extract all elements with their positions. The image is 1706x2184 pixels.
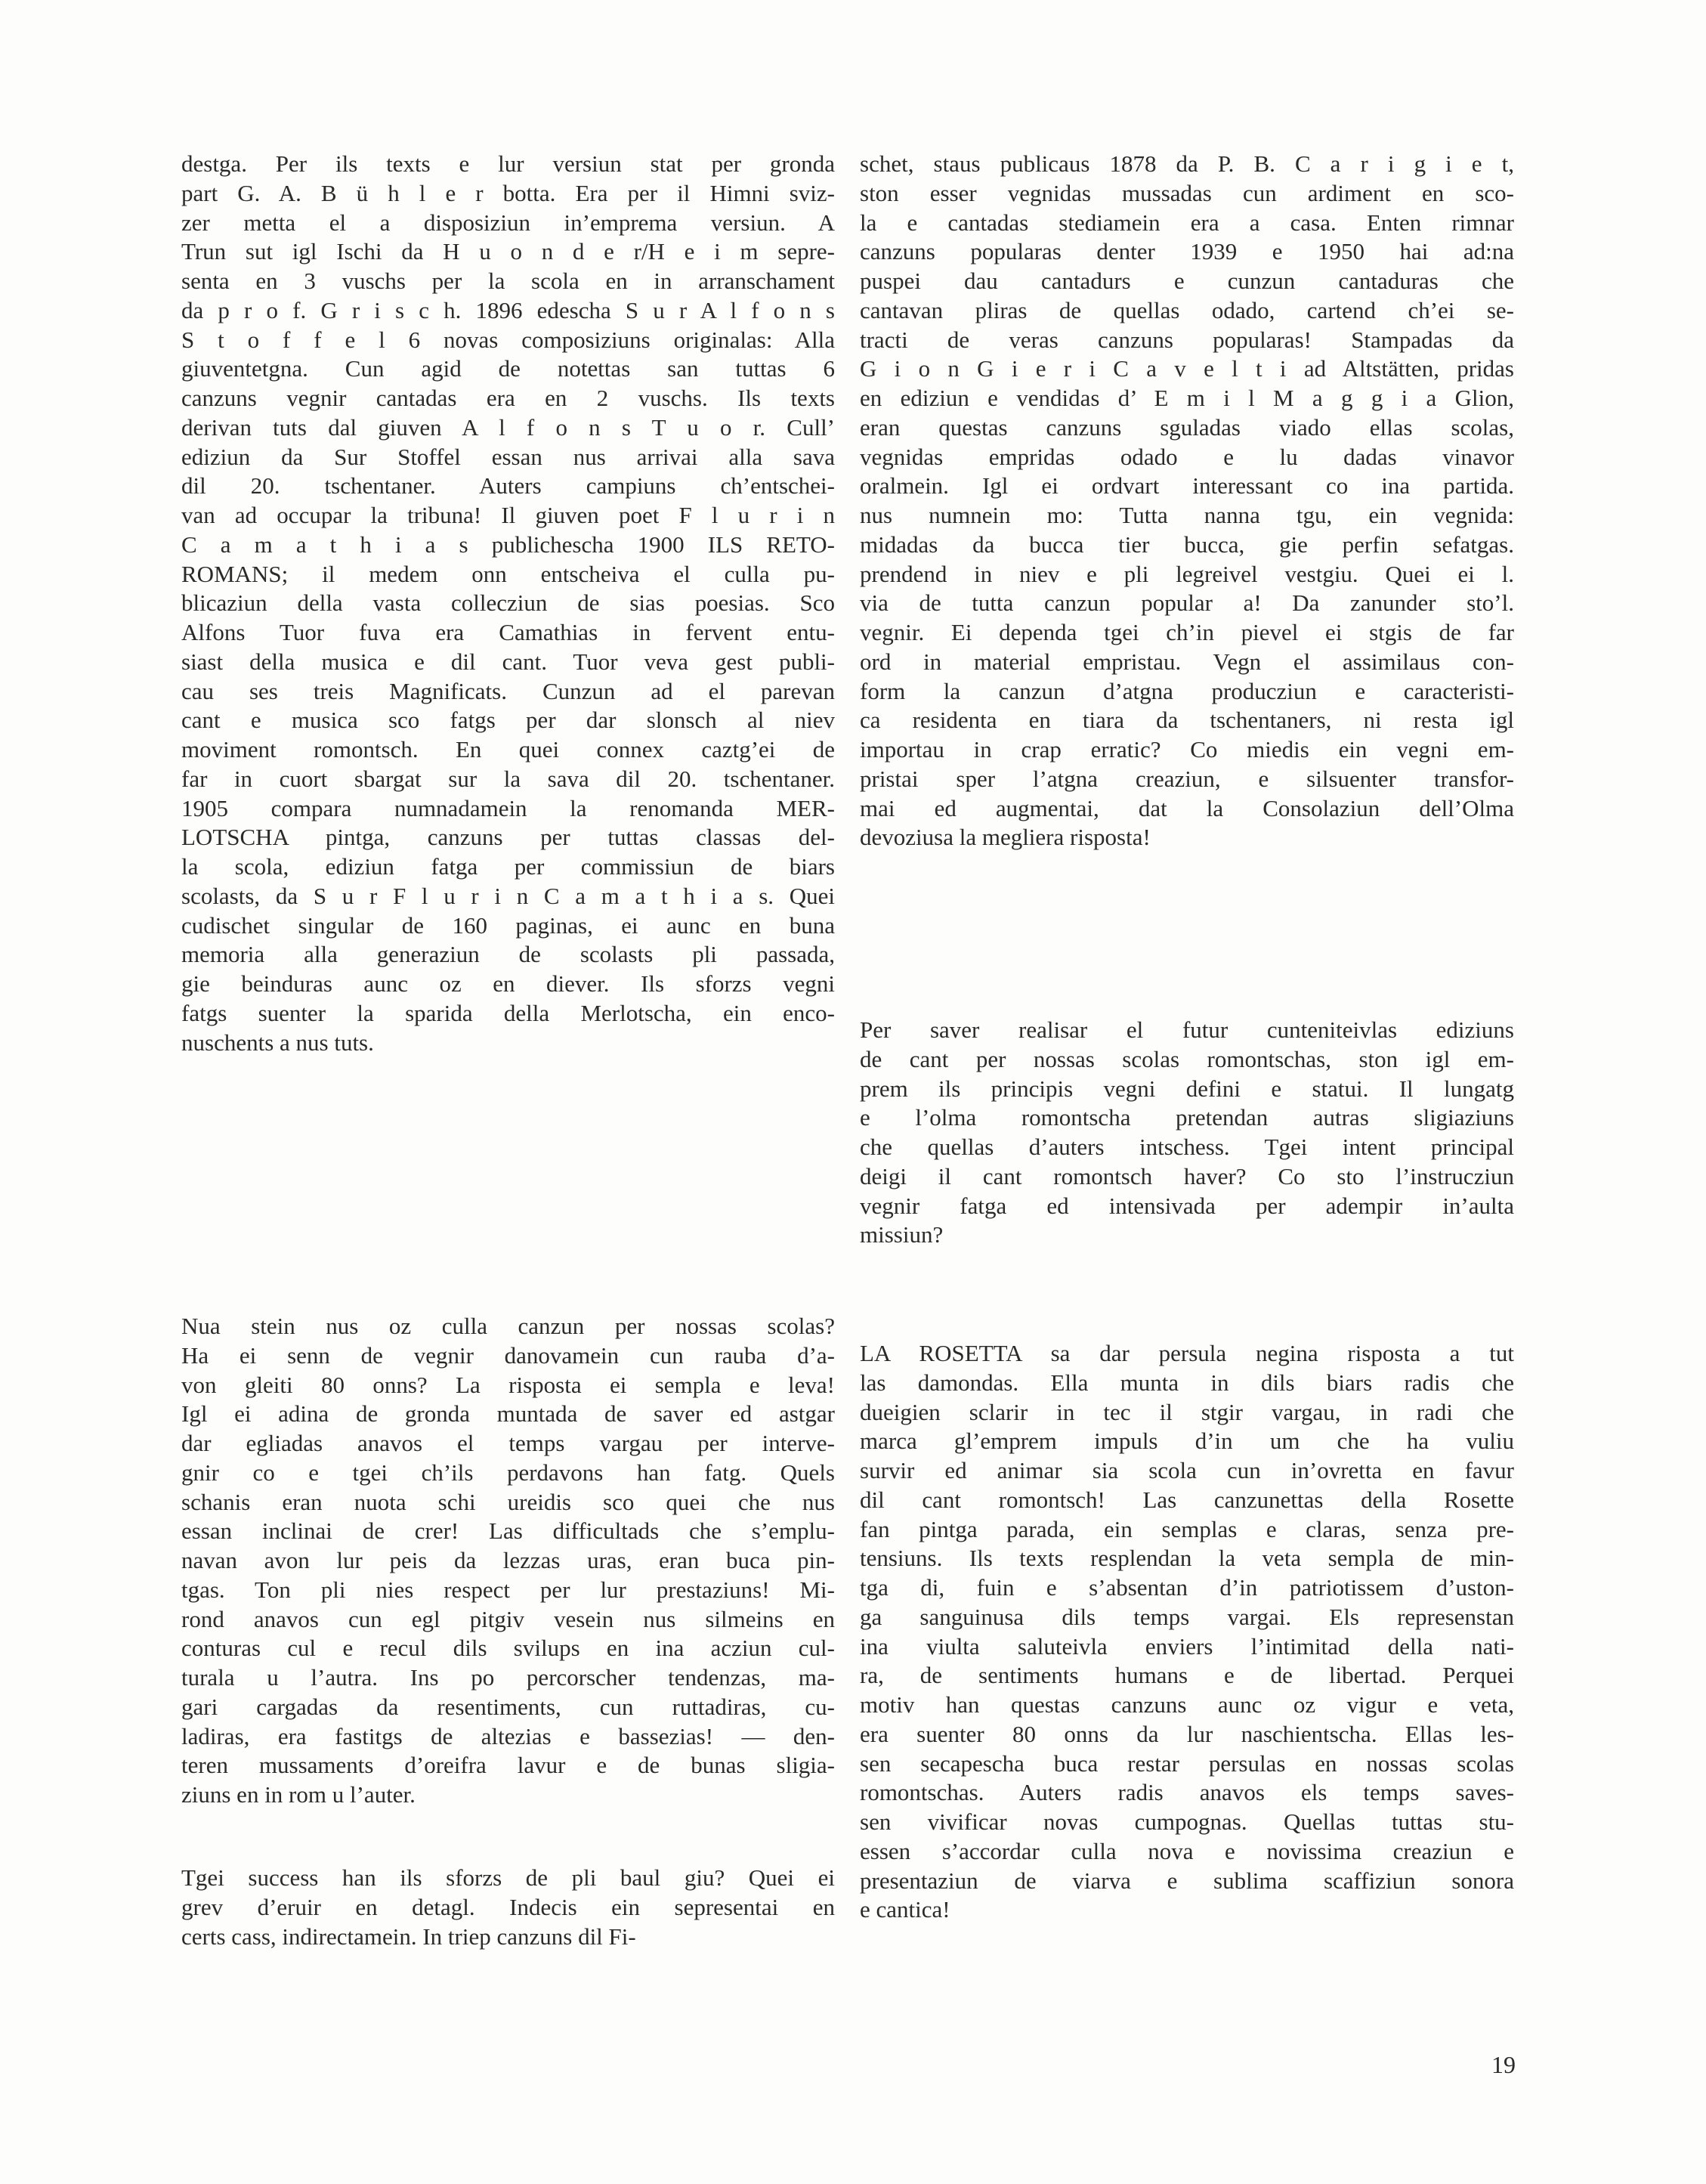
text-line: ca residenta en tiara da tschentaners, ni resta igl	[860, 707, 1514, 734]
text-line: von gleiti 80 onns? La risposta ei sempla e leva!	[181, 1371, 835, 1398]
text-line: blicaziun della vasta collecziun de sias poesias. Sco	[181, 589, 835, 617]
text-line: certs cass, indirectamein. In triep canzuns dil Fi-	[181, 1923, 636, 1950]
text-line: via de tutta canzun popular a! Da zanunder sto’l.	[860, 589, 1514, 617]
text-line: cantavan pliras de quellas odado, cartend ch’ei se-	[860, 296, 1514, 323]
text-line: destga. Per ils texts e lur versiun stat per gronda	[181, 150, 835, 177]
text-line: da p r o f. G r i s c h. 1896 edescha S u r A l f o n s	[181, 296, 835, 323]
text-line: marca gl’emprem impuls d’in um che ha vuliu	[860, 1428, 1514, 1455]
text-line: gnir co e tgei ch’ils perdavons han fatg. Quels	[181, 1459, 835, 1486]
text-line: devoziusa la megliera risposta!	[860, 824, 1151, 851]
text-line: nuschents a nus tuts.	[181, 1029, 374, 1056]
text-line: dar egliadas anavos el temps vargau per interve-	[181, 1430, 835, 1456]
right-paragraph-3	[860, 1339, 1514, 1925]
text-line: missiun?	[860, 1221, 944, 1248]
text-line: tracti de veras canzuns popularas! Stampadas da	[860, 326, 1514, 353]
text-line: las damondas. Ella munta in dils biars radis che	[860, 1369, 1514, 1396]
right-paragraph-1	[860, 150, 1514, 852]
text-line: ziuns en in rom u l’auter.	[181, 1781, 416, 1808]
text-line: Ha ei senn de vegnir danovamein cun rauba d’a-	[181, 1341, 835, 1369]
page-number: 19	[1491, 2051, 1516, 2078]
text-line: gari cargadas da resentiments, cun ruttadiras, cu-	[181, 1693, 835, 1720]
text-line: rond anavos cun egl pitgiv vesein nus silmeins en	[181, 1605, 835, 1632]
text-line: ladiras, era fastitgs de altezias e bassezias! — den-	[181, 1722, 835, 1749]
text-line: Nua stein nus oz culla canzun per nossas scolas?	[181, 1313, 835, 1339]
text-line: ga sanguinusa dils temps vargai. Els represenstan	[860, 1603, 1514, 1630]
left-paragraph-2	[181, 1312, 835, 1810]
text-line: essan inclinai de crer! Las difficultads che s’emplu-	[181, 1517, 835, 1545]
text-line: siast della musica e dil cant. Tuor veva gest publi-	[181, 648, 835, 675]
text-line: tga di, fuin e s’absentan d’in patriotissem d’uston-	[860, 1574, 1514, 1601]
text-line: motiv han questas canzuns aunc oz vigur e veta,	[860, 1691, 1514, 1718]
text-line: eran questas canzuns sguladas viado ellas scolas,	[860, 413, 1514, 441]
text-line: ina viulta saluteivla enviers l’intimitad della nati-	[860, 1632, 1514, 1660]
text-line: senta en 3 vuschs per la scola en in arranschament	[181, 268, 835, 294]
text-line: ROMANS; il medem onn entscheiva el culla pu-	[181, 560, 835, 587]
text-line: scolasts, da S u r F l u r i n C a m a t h i a s. Quei	[181, 882, 835, 909]
text-line: dil cant romontsch! Las canzunettas della Rosette	[860, 1486, 1514, 1513]
text-line: la scola, ediziun fatga per commissiun de biars	[181, 853, 835, 880]
text-line: che quellas d’auters intschess. Tgei intent principal	[860, 1134, 1514, 1160]
text-line: ra, de sentiments humans e de libertad. Perquei	[860, 1662, 1514, 1689]
left-paragraph-3	[181, 1864, 835, 1951]
text-line: gie beinduras aunc oz en diever. Ils sforzs vegni	[181, 970, 835, 997]
text-line: ediziun da Sur Stoffel essan nus arrivai alla sava	[181, 443, 835, 470]
text-line: fan pintga parada, ein semplas e claras, senza pre-	[860, 1515, 1514, 1542]
text-line: pristai sper l’atgna creaziun, e silsuenter transfor-	[860, 765, 1514, 792]
left-paragraph-1	[181, 150, 835, 1057]
text-line: Per saver realisar el futur cunteniteivlas ediziuns	[860, 1016, 1514, 1043]
text-line: deigi il cant romontsch haver? Co sto l’instrucziun	[860, 1162, 1514, 1189]
text-line: zer metta el a disposiziun in’emprema versiun. A	[181, 209, 835, 236]
text-line: schet, staus publicaus 1878 da P. B. C a r i g i e t,	[860, 150, 1514, 177]
text-line: conturas cul e recul dils svilups en ina acziun cul-	[181, 1635, 835, 1662]
text-line: dueigien sclarir in tec il stgir vargau, in radi che	[860, 1398, 1514, 1425]
text-line: romontschas. Auters radis anavos els temps saves-	[860, 1779, 1514, 1806]
text-line: derivan tuts dal giuven A l f o n s T u o r. Cull’	[181, 413, 835, 441]
text-line: tensiuns. Ils texts resplendan la veta sempla de min-	[860, 1545, 1514, 1572]
text-line: vegnir fatga ed intensivada per adempir in’aulta	[860, 1192, 1514, 1219]
text-line: schanis eran nuota schi ureidis sco quei che nus	[181, 1488, 835, 1515]
text-line: grev d’eruir en detagl. Indecis ein sepresentai en	[181, 1893, 835, 1920]
text-line: ord in material empristau. Vegn el assimilaus con-	[860, 648, 1514, 675]
text-line: la e cantadas stediamein era a casa. Enten rimnar	[860, 209, 1514, 236]
text-line: S t o f f e l 6 novas composiziuns originalas: Alla	[181, 326, 835, 353]
text-line: canzuns popularas denter 1939 e 1950 hai ad:na	[860, 238, 1514, 265]
text-line: 1905 compara numnadamein la renomanda MER-	[181, 794, 835, 821]
text-line: LA ROSETTA sa dar persula negina risposta a tut	[860, 1340, 1514, 1366]
text-line: fatgs suenter la sparida della Merlotscha, ein enco-	[181, 999, 835, 1026]
text-line: en ediziun e vendidas d’ E m i l M a g g i a Glion,	[860, 385, 1514, 411]
text-line: prem ils principis vegni defini e statui. Il lungatg	[860, 1075, 1514, 1102]
text-line: ston esser vegnidas mussadas cun ardiment en sco-	[860, 179, 1514, 206]
text-line: survir ed animar sia scola cun in’ovretta en favur	[860, 1457, 1514, 1483]
text-line: puspei dau cantadurs e cunzun cantaduras che	[860, 268, 1514, 294]
text-line: C a m a t h i a s publichescha 1900 ILS RETO-	[181, 531, 835, 558]
text-line: Trun sut igl Ischi da H u o n d e r/H e i m sepre-	[181, 238, 835, 265]
text-line: sen secapescha buca restar persulas en nossas scolas	[860, 1749, 1514, 1777]
text-line: part G. A. B ü h l e r botta. Era per il Himni sviz-	[181, 179, 835, 206]
text-line: giuventetgna. Cun agid de notettas san tuttas 6	[181, 355, 835, 382]
text-line: sen vivificar novas cumpognas. Quellas tuttas stu-	[860, 1808, 1514, 1835]
text-line: Igl ei adina de gronda muntada de saver ed astgar	[181, 1400, 835, 1428]
text-line: vegnidas empridas odado e lu dadas vinavor	[860, 443, 1514, 470]
text-line: de cant per nossas scolas romontschas, ston igl em-	[860, 1045, 1514, 1072]
text-line: Tgei success han ils sforzs de pli baul giu? Quei ei	[181, 1864, 835, 1891]
text-line: LOTSCHA pintga, canzuns per tuttas classas del-	[181, 824, 835, 851]
text-line: cau ses treis Magnificats. Cunzun ad el parevan	[181, 677, 835, 704]
text-line: far in cuort sbargat sur la sava dil 20. tschentaner.	[181, 765, 835, 792]
text-line: memoria alla generaziun de scolasts pli passada,	[181, 941, 835, 968]
text-line: e l’olma romontscha pretendan autras sligiaziuns	[860, 1104, 1514, 1131]
text-line: cudischet singular de 160 paginas, ei aunc en buna	[181, 911, 835, 939]
text-line: midadas da bucca tier bucca, gie perfin sefatgas.	[860, 531, 1514, 558]
text-line: form la canzun d’atgna producziun e caracteristi-	[860, 677, 1514, 704]
text-line: essen s’accordar culla nova e novissima creaziun e	[860, 1837, 1514, 1864]
right-paragraph-2	[860, 1016, 1514, 1250]
text-line: dil 20. tschentaner. Auters campiuns ch’entschei-	[181, 472, 835, 500]
text-line: navan avon lur peis da lezzas uras, eran buca pin-	[181, 1547, 835, 1573]
text-line: tgas. Ton pli nies respect per lur prestaziuns! Mi-	[181, 1576, 835, 1603]
text-line: era suenter 80 onns da lur naschientscha. Ellas les-	[860, 1720, 1514, 1747]
text-line: presentaziun de viarva e sublima scaffiziun sonora	[860, 1867, 1514, 1894]
text-line: mai ed augmentai, dat la Consolaziun dell’Olma	[860, 794, 1514, 821]
text-line: oralmein. Igl ei ordvart interessant co ina partida.	[860, 472, 1514, 500]
text-line: teren mussaments d’oreifra lavur e de bunas sligia-	[181, 1752, 835, 1779]
text-line: Alfons Tuor fuva era Camathias in fervent entu-	[181, 619, 835, 645]
text-line: nus numnein mo: Tutta nanna tgu, ein vegnida:	[860, 502, 1514, 528]
text-line: vegnir. Ei dependa tgei ch’in pievel ei stgis de far	[860, 619, 1514, 645]
text-line: turala u l’autra. Ins po percorscher tendenzas, ma-	[181, 1664, 835, 1691]
text-line: cant e musica sco fatgs per dar slonsch al niev	[181, 707, 835, 734]
text-line: canzuns vegnir cantadas era en 2 vuschs. Ils texts	[181, 385, 835, 411]
text-line: moviment romontsch. En quei connex caztg’ei de	[181, 736, 835, 763]
text-line: prendend in niev e pli legreivel vestgiu. Quei ei l.	[860, 560, 1514, 587]
text-line: e cantica!	[860, 1896, 950, 1923]
text-line: van ad occupar la tribuna! Il giuven poet F l u r i n	[181, 502, 835, 528]
text-line: G i o n G i e r i C a v e l t i ad Altstätten, pridas	[860, 355, 1514, 382]
text-line: importau in crap erratic? Co miedis ein vegni em-	[860, 736, 1514, 763]
